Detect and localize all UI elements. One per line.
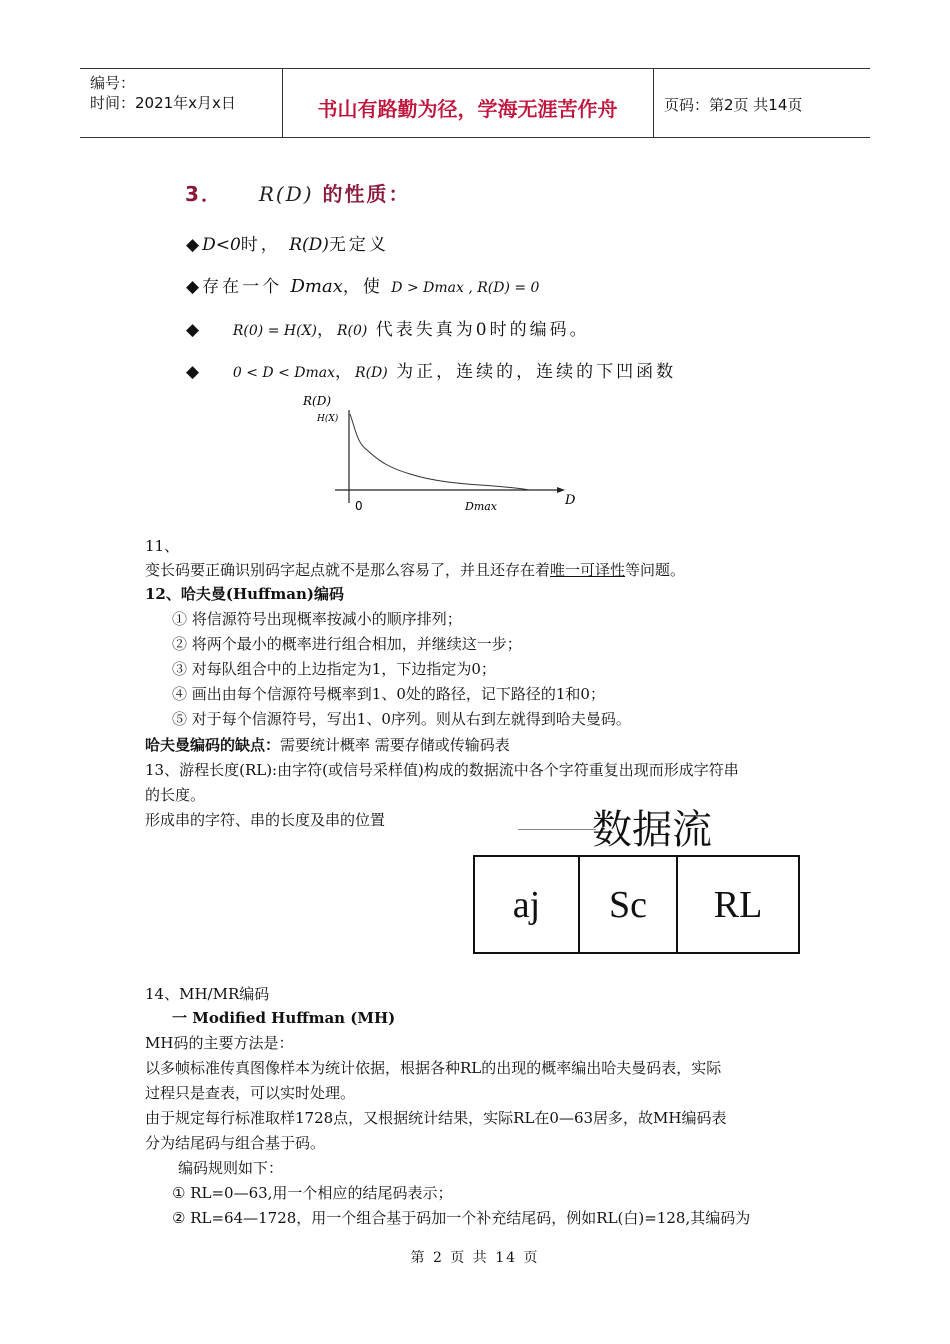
x-axis-arrow-icon [557,487,565,493]
datastream-title: 数据流 [592,807,712,853]
para-14-line: 编码规则如下： [178,1159,284,1177]
para-11-head: 11、 [145,537,180,555]
header-page-info: 页码：第2页 共14页 [664,96,803,114]
huffman-step: ⑤ 对于每个信源符号，写出1、0序列。则从右到左就得到哈夫曼码。 [172,710,631,728]
bullet-post: 无定义 [328,235,389,255]
header-motto: 书山有路勤为径，学海无涯苦作舟 [317,97,618,121]
diamond-bullet-icon: ◆ [186,320,203,340]
para-11-b: 等问题。 [625,561,686,579]
bullet-mid: ， [335,362,356,382]
huffman-step: ① 将信源符号出现概率按减小的顺序排列； [172,610,462,628]
bullet-formula-2: R(D) [355,365,388,381]
bullet-post: 为正，连续的，连续的下凹函数 [396,362,677,382]
para-14-line: 分为结尾码与组合基于码。 [145,1134,326,1152]
rd-curve [350,414,530,490]
section-3-title [185,178,411,207]
para-12-head: 12、哈夫曼(Huffman)编码 [145,585,344,603]
bullet-formula-2: D > Dmax , R(D) = 0 [391,280,540,296]
bullet-formula: Dmax [290,276,343,297]
bullet-item [186,272,539,297]
para-14-line: 过程只是查表，可以实时处理。 [145,1084,356,1102]
bullet-mid: ， [317,320,337,340]
para-14-line: 由于规定每行标准取样1728点，又根据统计结果，实际RL在0—63居多，故MH编码表 [145,1109,727,1127]
para-14-line: ② RL=64—1728，用一个组合基于码加一个补充结尾码，例如RL(白)=128,其编码为 [172,1209,751,1227]
diamond-bullet-icon: ◆ [186,277,203,297]
para-14-sub: 一 Modified Huffman (MH) [172,1009,396,1027]
datastream-cell-sc: Sc [609,883,647,926]
section-title-text: 的性质： [322,182,411,206]
section-number: 3． [185,182,223,206]
para-11-text [145,558,685,582]
bullet-formula: R(0) = H(X) [232,323,317,339]
page-footer: 第 2 页 共 14 页 [410,1250,540,1266]
para-11-a: 变长码要正确识别码字起点就不是那么容易了，并且还存在着 [145,561,551,579]
y-tick-label: H(X) [317,414,339,424]
para-13-c: 形成串的字符、串的长度及串的位置 [145,811,386,829]
bullet-pre: 存在一个 [202,277,283,297]
para-14-line: ① RL=0—63,用一个相应的结尾码表示； [172,1184,453,1202]
header-divider [653,69,654,137]
header-meta [90,73,236,113]
diamond-bullet-icon: ◆ [186,362,203,382]
x-axis-label: D [565,493,576,508]
bullet-formula-2: R(0) [337,323,368,339]
header-number-label: 编号： [90,74,136,92]
huffman-step: ③ 对每队组合中的上边指定为1，下边指定为0； [172,660,496,678]
datastream-box [473,855,800,954]
huffman-step: ② 将两个最小的概率进行组合相加，并继续这一步； [172,635,522,653]
para-14-head: 14、MH/MR编码 [145,985,270,1003]
section-symbol: R(D) [258,182,314,206]
huffman-drawback [145,733,510,757]
huffman-step: ④ 画出由每个信源符号概率到1、0处的路径，记下路径的1和0； [172,685,605,703]
x-tick-label: Dmax [465,500,498,513]
y-axis-label: R(D) [303,394,332,408]
page-header [80,68,870,138]
bullet-formula: R(D) [289,235,329,255]
diamond-bullet-icon: ◆ [186,235,203,255]
bullet-post: 代表失真为0时的编码。 [375,320,590,340]
header-time-label: 时间：2021年x月x日 [90,94,236,112]
datastream-cell-rl: RL [713,883,763,926]
bullet-text: 时， [240,235,281,255]
drawback-label: 哈夫曼编码的缺点： [145,736,281,754]
bullet-item [186,230,389,255]
drawback-text: 需要统计概率 需要存储或传输码表 [280,736,510,754]
datastream-cell-aj: aj [512,883,541,926]
para-11-underline: 唯一可译性 [550,561,626,579]
rd-curve-graph [295,388,595,518]
x-origin-label: 0 [355,499,363,513]
bullet-item [186,315,590,340]
para-13-a: 13、游程长度(RL):由字符(或信号采样值)构成的数据流中各个字符重复出现而形成字符串 [145,761,739,779]
bullet-formula: 0 < D < Dmax [232,365,336,381]
para-14-line: MH码的主要方法是： [145,1034,294,1052]
bullet-item [186,357,676,382]
bullet-pre: D<0 [202,235,241,255]
datastream-line [518,829,596,830]
para-14-line: 以多帧标准传真图像样本为统计依据，根据各种RL的出现的概率编出哈夫曼码表，实际 [145,1059,722,1077]
para-13-b: 的长度。 [145,786,206,804]
bullet-mid: ，使 [342,277,383,297]
